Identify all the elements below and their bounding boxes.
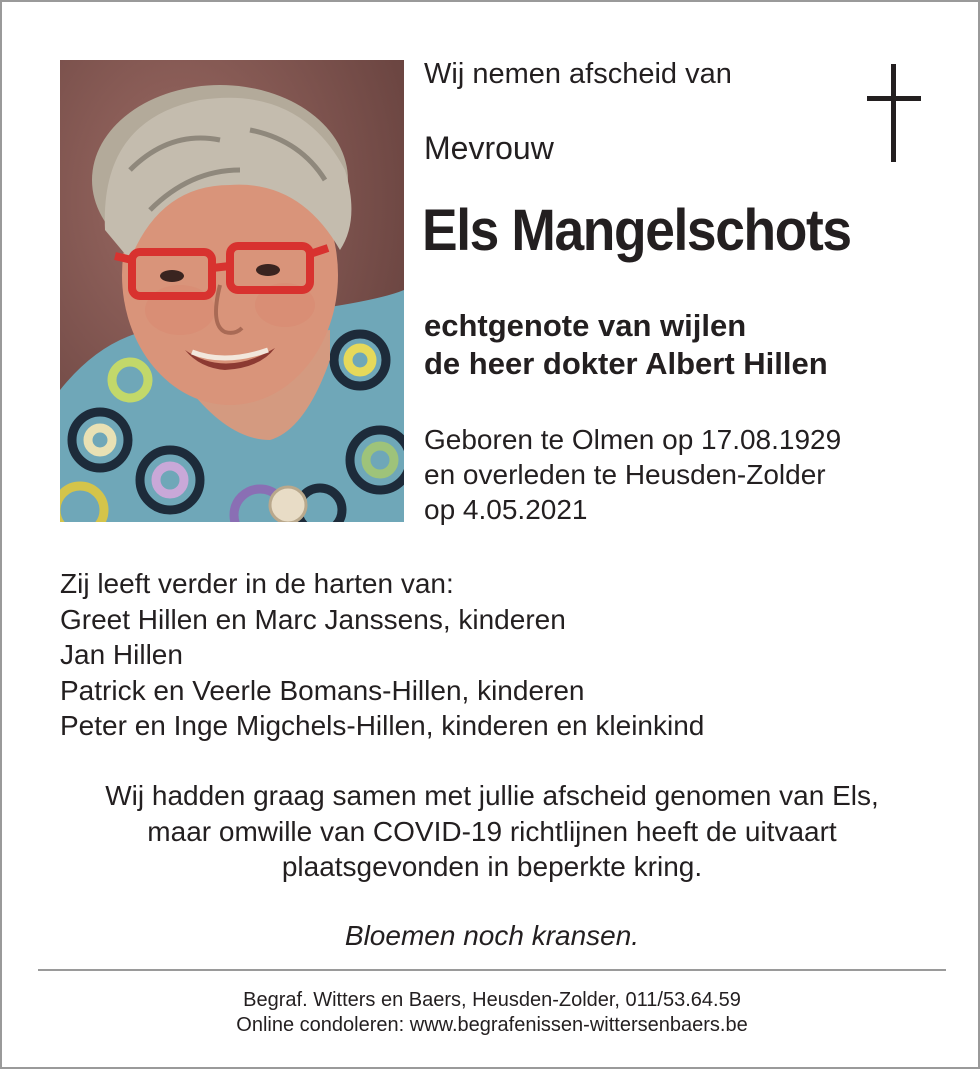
footer	[32, 988, 952, 1038]
death-date-line: op 4.05.2021	[424, 494, 588, 525]
list-item: Peter en Inge Migchels-Hillen, kinderen en kleinkind	[60, 710, 705, 741]
intro-text: Wij nemen afscheid van	[424, 58, 732, 90]
message-line: Wij hadden graag samen met jullie afscheid genomen van Els,	[105, 780, 879, 811]
message-line: maar omwille van COVID-19 richtlijnen heeft de uitvaart	[147, 815, 837, 847]
spouse-block	[424, 307, 828, 383]
birth-line: Geboren te Olmen op 17.08.1929	[424, 424, 842, 455]
online-condolences: Online condoleren: www.begrafenissen-wittersenbaers.be	[236, 1014, 748, 1036]
honorific: Mevrouw	[424, 130, 554, 166]
survivors-heading: Zij leeft verder in de harten van:	[60, 568, 454, 599]
undertaker-info: Begraf. Witters en Baers, Heusden-Zolder, 011/53.64.59	[243, 989, 741, 1011]
message-line: plaatsgevonden in beperkte kring.	[281, 851, 703, 882]
survivors-list	[60, 566, 704, 744]
spouse-line: de heer dokter Albert Hillen	[424, 346, 828, 381]
portrait-photo	[60, 60, 404, 522]
death-line: en overleden te Heusden-Zolder	[424, 459, 826, 490]
list-item: Jan Hillen	[60, 639, 183, 670]
flowers-note: Bloemen noch kransen.	[344, 920, 640, 951]
deceased-name: Els Mangelschots	[422, 198, 851, 263]
farewell-message	[32, 778, 952, 885]
divider	[38, 969, 946, 971]
list-item: Greet Hillen en Marc Janssens, kinderen	[60, 603, 566, 635]
cross-icon	[864, 64, 924, 162]
birth-death-block	[424, 422, 841, 527]
list-item: Patrick en Veerle Bomans-Hillen, kinderen	[60, 674, 585, 706]
spouse-line: echtgenote van wijlen	[424, 308, 747, 343]
